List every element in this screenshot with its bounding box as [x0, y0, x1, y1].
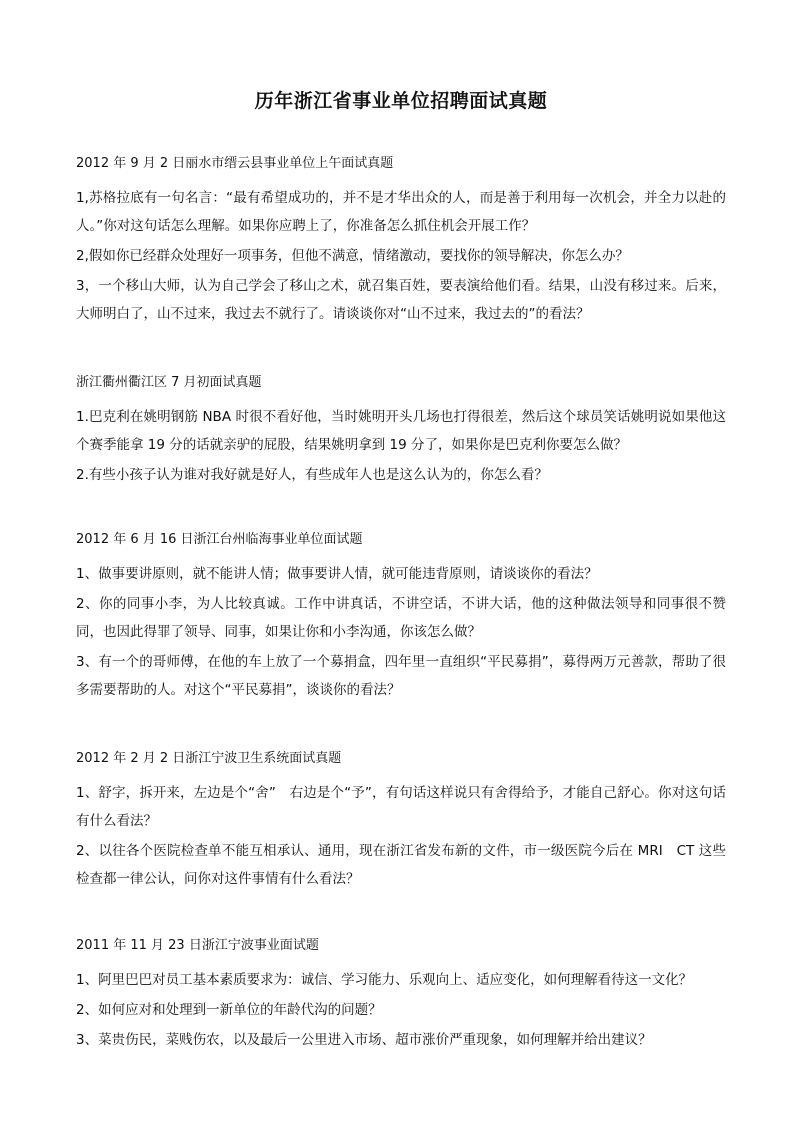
question-item: 2.有些小孩子认为谁对我好就是好人，有些成年人也是这么认为的，你怎么看？: [76, 467, 548, 483]
section-lishui: [76, 156, 726, 328]
question-item: 2、以往各个医院检查单不能互相承认、通用，现在浙江省发布新的文件，市一级医院今后在 MRI CT 这些检查都一律公认，问你对这件事情有什么看法？: [76, 843, 726, 887]
page-title: 历年浙江省事业单位招聘面试真题: [254, 90, 548, 112]
question-item: 1.巴克利在姚明钢筋 NBA 时很不看好他，当时姚明开头几场也打得很差，然后这个球员笑话姚明说如果他这个赛季能拿 19 分的话就亲驴的屁股，结果姚明拿到 19 分了，如果你是巴克利你要怎么做？: [76, 409, 726, 453]
question-item: 1,苏格拉底有一句名言：“最有希望成功的，并不是才华出众的人，而是善于利用每一次机会，并全力以赴的人。”你对这句话怎么理解。如果你应聘上了，你准备怎么抓住机会开展工作？: [76, 190, 726, 234]
section-taizhou: [76, 532, 726, 704]
section-heading: 2012 年 9 月 2 日丽水市缙云县事业单位上午面试真题: [76, 156, 394, 171]
question-item: 3、菜贵伤民，菜贱伤农，以及最后一公里进入市场、超市涨价严重现象，如何理解并给出建议？: [76, 1032, 652, 1048]
question-item: 2、你的同事小李，为人比较真诚。工作中讲真话，不讲空话，不讲大话，他的这种做法领导和同事很不赞同，也因此得罪了领导、同事，如果让你和小李沟通，你该怎么做？: [76, 596, 726, 640]
question-item: 2,假如你已经群众处理好一项事务，但他不满意，情绪激动，要找你的领导解决，你怎么办？: [76, 248, 629, 264]
section-heading: 2012 年 2 月 2 日浙江宁波卫生系统面试真题: [76, 751, 342, 766]
question-item: 3、有一个的哥师傅，在他的车上放了一个募捐盒，四年里一直组织“平民募捐”，募得两万元善款，帮助了很多需要帮助的人。对这个“平民募捐”，谈谈你的看法？: [76, 654, 726, 698]
section-heading: 2012 年 6 月 16 日浙江台州临海事业单位面试题: [76, 532, 363, 547]
section-heading: 2011 年 11 月 23 日浙江宁波事业面试题: [76, 938, 319, 953]
section-heading: 浙江衢州衢江区 7 月初面试真题: [76, 375, 262, 390]
section-ningbo-public: [76, 938, 726, 1054]
question-item: 1、做事要讲原则，就不能讲人情；做事要讲人情，就可能违背原则，请谈谈你的看法？: [76, 566, 598, 582]
section-ningbo-health: [76, 751, 726, 893]
section-quzhou: [76, 375, 726, 489]
question-item: 1、舒字，拆开来，左边是个“舍” 右边是个“予”，有句话这样说只有舍得给予，才能自己舒心。你对这句话有什么看法？: [76, 785, 726, 829]
question-item: 3，一个移山大师，认为自己学会了移山之术，就召集百姓，要表演给他们看。结果，山没有移过来。后来，大师明白了，山不过来，我过去不就行了。请谈谈你对“山不过来，我过去的”的看法？: [76, 278, 726, 322]
question-item: 1、阿里巴巴对员工基本素质要求为：诚信、学习能力、乐观向上、适应变化，如何理解看待这一文化？: [76, 972, 693, 988]
question-item: 2、如何应对和处理到一新单位的年龄代沟的问题？: [76, 1002, 382, 1018]
